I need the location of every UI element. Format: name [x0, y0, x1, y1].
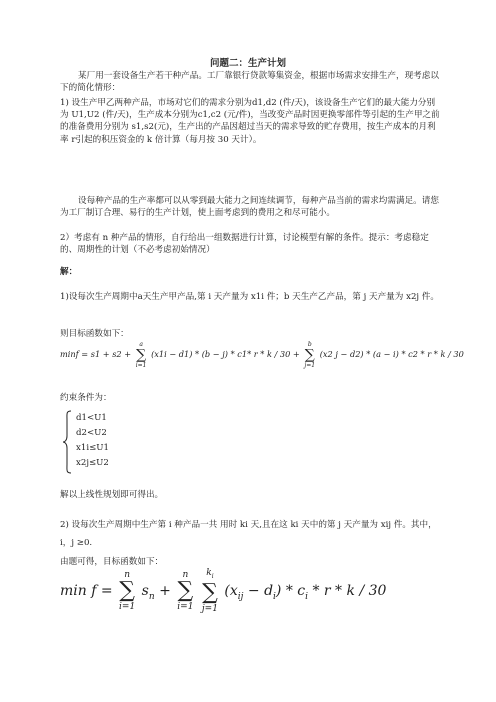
- solution-step-1: 1)设每次生产周期中a天生产甲产品,第 i 天产量为 x1i 件；b 天生产乙产品，第 j 天产量为 x2j 件。: [60, 292, 439, 302]
- page-title: 问题二：生产计划: [209, 58, 286, 69]
- solution-note: 解以上线性规划即可得出。: [60, 490, 164, 500]
- sum-symbol-n-2: n ∑ i=1: [177, 569, 194, 612]
- sum-symbol-a: a ∑ i=1: [135, 341, 147, 369]
- problem-part-1: 1) 设生产甲乙两种产品，市场对它们的需求分别为d1,d2 (件/天)，该设备生产它们的最大能力分别为 U1,U2 (件/天)，生产成本分别为c1,c2 (元/件)，当改变产品时因更换零部件等引起的生产甲之前的准备费用分别为 s1,s2(元)，生产出的产品因超过当天的需求导致的贮存费用，按生产成本的月利率 r引起的积压资金的 k 倍计算（每月按 30 天计）。: [60, 98, 440, 145]
- objective-formula-2: [60, 568, 386, 614]
- formula2-setup-cost: $s_n$: [141, 582, 155, 602]
- formula1-term-2: (x2 j − d2) * (a − i) * c2 * r * k / 30: [319, 349, 464, 359]
- constraint-3: x1i≤U1: [76, 443, 109, 453]
- constraints-intro: 约束条件为：: [60, 393, 112, 403]
- constraint-4: x2j≤U2: [76, 458, 109, 468]
- sum-symbol-n-1: n ∑ i=1: [119, 569, 136, 612]
- formula2-storage-cost: $(x_{ij} - d_i) * c_i * r * k / 30$: [224, 582, 387, 602]
- constraint-1: d1<U1: [76, 413, 107, 423]
- constraint-2: d2<U2: [76, 428, 107, 438]
- formula1-term-1: (x1i − d1) * (b − j) * c1* r * k / 30 +: [151, 349, 300, 359]
- objective-intro-1: 则目标函数如下：: [60, 329, 129, 339]
- left-brace-icon: [62, 410, 72, 474]
- objective-intro-2: 由题可得，目标函数如下：: [60, 557, 164, 567]
- problem-requirement: 设每种产品的生产率都可以从零到最大能力之间连续调节，每种产品当前的需求均需满足。请您为工厂制订合理、易行的生产计划，使上面考虑到的费用之和尽可能小。: [60, 196, 439, 219]
- formula2-lhs: min f =: [60, 582, 113, 599]
- problem-part-2: 2）考虑有 n 种产品的情形，自行给出一组数据进行计算，讨论模型有解的条件。提示：考虑稳定的、周期性的计划（不必考虑初始情况）: [60, 233, 429, 256]
- constraints-block: [62, 410, 142, 474]
- problem-intro: 某厂用一套设备生产若干种产品。工厂靠银行贷款筹集资金，根据市场需求安排生产，现考虑以下的简化情形：: [60, 71, 439, 94]
- sum-symbol-b: b ∑ j=1: [304, 341, 316, 369]
- objective-formula-1: [60, 341, 464, 369]
- sum-symbol-k: $k_i$ ∑ j=1: [201, 568, 218, 614]
- formula2-plus: +: [159, 582, 171, 599]
- solution-label: 解：: [60, 267, 78, 277]
- formula1-lhs: minf = s1 + s2 +: [60, 349, 132, 359]
- solution-step-2: 2) 设每次生产周期中生产第 i 种产品一共 用时 ki 天,且在这 ki 天中的第 j 天产量为 xij 件。其中，i，j ≥0.: [60, 520, 437, 548]
